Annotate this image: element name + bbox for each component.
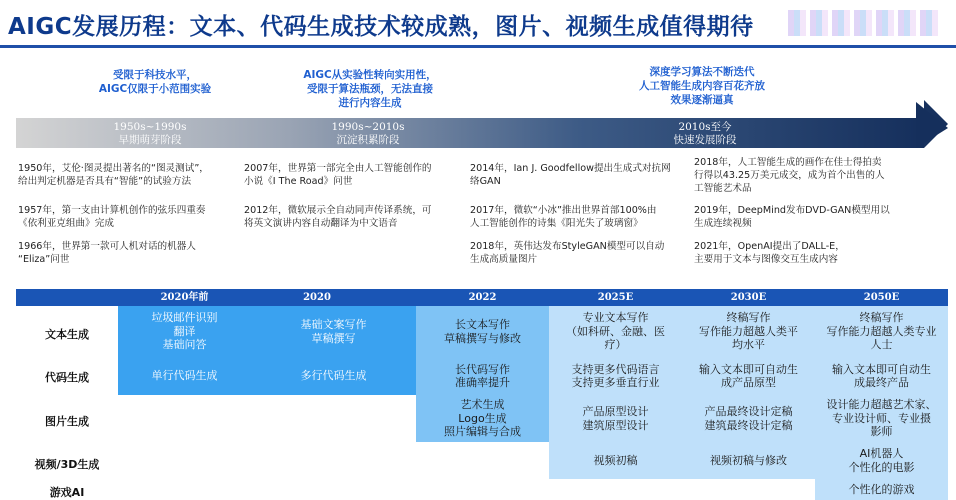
event-2017: 2017年，微软“小冰”推出世界首部100%由 人工智能创作的诗集《阳光失了玻璃窗》 <box>470 205 657 229</box>
table-cell: 视频初稿与修改 <box>682 442 815 479</box>
aigc-roadmap-table <box>16 289 948 500</box>
event-1966: 1966年，世界第一款可人机对话的机器人 “Eliza”问世 <box>18 241 196 265</box>
row-label-image: 图片生成 <box>45 415 89 428</box>
table-cell: 输入文本即可自动生 成最终产品 <box>815 357 948 395</box>
col-header: 2020年前 <box>160 292 209 303</box>
stage-name: 早期萌芽阶段 <box>118 134 182 146</box>
table-cell: 多行代码生成 <box>251 357 416 395</box>
col-header: 2022 <box>468 292 497 303</box>
table-cell: 产品原型设计 建筑原型设计 <box>549 395 682 442</box>
row-label-code: 代码生成 <box>45 371 89 384</box>
stage-note-2: AIGC从实验性转向实用性， 受限于算法瓶颈，无法直接 进行内容生成 <box>303 69 437 109</box>
table-cell: 个性化的游戏 <box>815 479 948 500</box>
title-divider <box>0 45 956 48</box>
col-header: 2050E <box>863 292 900 303</box>
stage-name: 沉淀积累阶段 <box>336 134 400 146</box>
table-cell: AI机器人 个性化的电影 <box>815 442 948 479</box>
row-label-game: 游戏AI <box>49 486 85 499</box>
col-header: 2025E <box>597 292 634 303</box>
table-cell: 输入文本即可自动生 成产品原型 <box>682 357 815 395</box>
stage-fast <box>645 121 765 147</box>
stage-name: 快速发展阶段 <box>673 134 737 146</box>
stage-range: 1950s~1990s <box>113 121 187 133</box>
table-cell: 终稿写作 写作能力超越人类平 均水平 <box>682 306 815 357</box>
page-title: AIGC发展历程：文本、代码生成技术较成熟，图片、视频生成值得期待 <box>8 14 754 40</box>
blurred-logo <box>788 10 938 36</box>
table-cell: 支持更多代码语言 支持更多垂直行业 <box>549 357 682 395</box>
event-2007: 2007年，世界第一部完全由人工智能创作的 小说《I The Road》问世 <box>244 163 432 187</box>
stage-range: 1990s~2010s <box>331 121 405 133</box>
row-label-text: 文本生成 <box>45 328 89 341</box>
table-cell: 专业文本写作 （如科研、金融、医 疗） <box>549 306 682 357</box>
table-cell: 垃圾邮件识别 翻译 基础问答 <box>118 306 251 357</box>
event-2018-christies: 2018年，人工智能生成的画作在佳士得拍卖 行得以43.25万美元成交，成为首个出售的人 工智能艺术品 <box>694 157 885 194</box>
col-header: 2020 <box>303 292 331 303</box>
table-cell: 终稿写作 写作能力超越人类专业 人士 <box>815 306 948 357</box>
table-cell: 长文本写作 草稿撰写与修改 <box>416 306 549 357</box>
event-2018-stylegan: 2018年，英伟达发布StyleGAN模型可以自动 生成高质量图片 <box>470 241 665 265</box>
table-cell: 视频初稿 <box>549 442 682 479</box>
table-cell: 单行代码生成 <box>118 357 251 395</box>
event-2012: 2012年，微软展示全自动同声传译系统，可 将英文演讲内容自动翻译为中文语音 <box>244 205 432 229</box>
event-2014: 2014年，Ian J. Goodfellow提出生成式对抗网 络GAN <box>470 163 671 187</box>
event-2021: 2021年，OpenAI提出了DALL-E， 主要用于文本与图像交互生成内容 <box>694 241 845 265</box>
table-cell: 产品最终设计定稿 建筑最终设计定稿 <box>682 395 815 442</box>
stage-note-1: 受限于科技水平， AIGC仅限于小范围实验 <box>98 69 212 95</box>
stage-range: 2010s至今 <box>678 121 732 133</box>
stage-middle <box>308 121 428 147</box>
table-cell: 基础文案写作 草稿撰写 <box>251 306 416 357</box>
stage-early <box>90 121 210 147</box>
col-header: 2030E <box>730 292 767 303</box>
table-cell: 长代码写作 准确率提升 <box>416 357 549 395</box>
table-cell: 设计能力超越艺术家、 专业设计师、专业摄 影师 <box>815 395 948 442</box>
event-1950: 1950年，艾伦·图灵提出著名的“图灵测试”， 给出判定机器是否具有“智能”的试验方法 <box>18 163 209 187</box>
row-label-video: 视频/3D生成 <box>34 458 100 471</box>
event-1957: 1957年，第一支由计算机创作的弦乐四重奏 《依利亚克组曲》完成 <box>18 205 206 229</box>
table-cell: 艺术生成 Logo生成 照片编辑与合成 <box>416 395 549 442</box>
event-2019: 2019年，DeepMind发布DVD-GAN模型用以 生成连续视频 <box>694 205 890 229</box>
stage-note-3: 深度学习算法不断迭代 人工智能生成内容百花齐放 效果逐渐逼真 <box>639 66 765 106</box>
